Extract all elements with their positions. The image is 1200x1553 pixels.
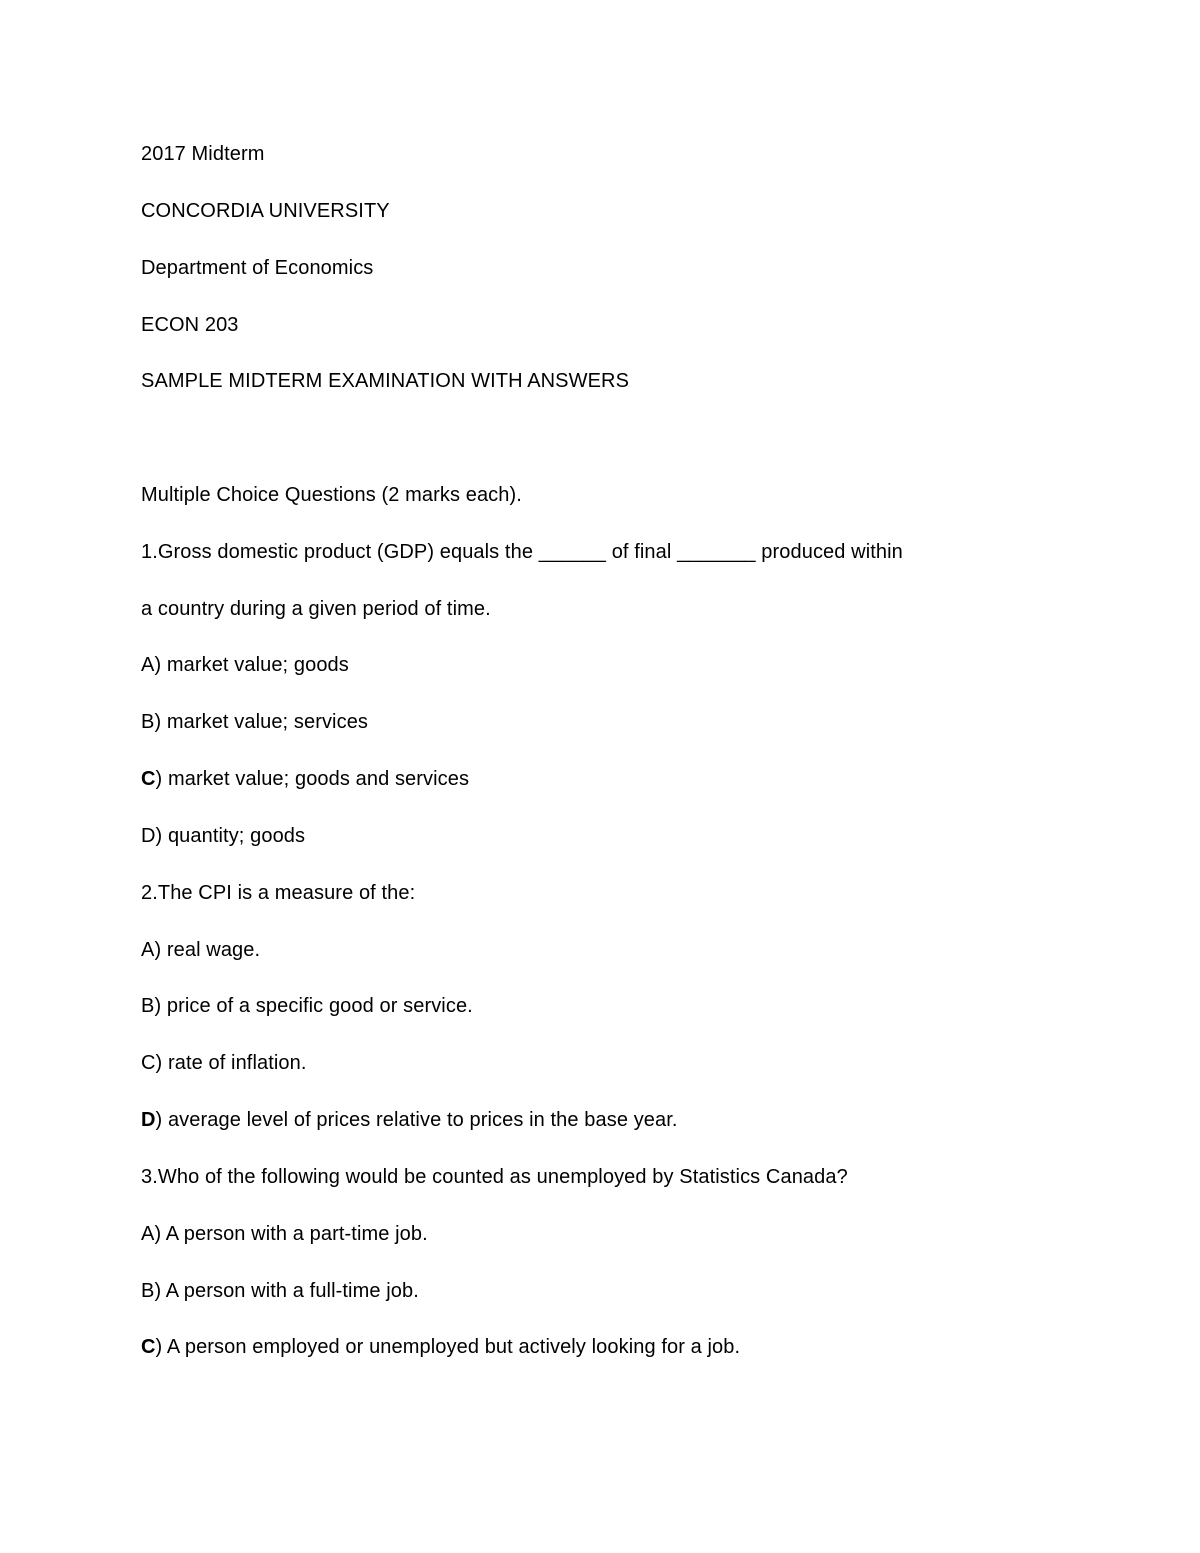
- correct-answer-letter: C: [141, 768, 156, 790]
- option-letter: C: [141, 1052, 156, 1074]
- option-text: ) market value; goods: [154, 654, 349, 676]
- question-1-option-b: [141, 710, 368, 734]
- option-text: ) market value; goods and services: [155, 768, 470, 790]
- option-text: ) real wage.: [154, 939, 261, 961]
- question-1-option-c: [141, 767, 469, 791]
- question-3-option-b: [141, 1279, 419, 1303]
- option-letter: B: [141, 995, 155, 1017]
- option-text: ) price of a specific good or service.: [154, 995, 473, 1017]
- option-text: ) A person employed or unemployed but actively looking for a job.: [155, 1336, 741, 1358]
- question-2-option-d: [141, 1108, 678, 1132]
- question-3-option-c: [141, 1335, 740, 1359]
- question-3-option-a: [141, 1222, 428, 1246]
- option-text: ) rate of inflation.: [155, 1052, 307, 1074]
- question-1-stem-line-2: a country during a given period of time.: [141, 598, 491, 620]
- option-text: ) A person with a full-time job.: [154, 1280, 419, 1302]
- option-text: ) market value; services: [154, 711, 369, 733]
- department-name: Department of Economics: [141, 257, 374, 279]
- question-2-option-c: [141, 1051, 307, 1075]
- option-letter: A: [141, 1223, 155, 1245]
- question-2-stem: 2.The CPI is a measure of the:: [141, 882, 416, 904]
- exam-title: SAMPLE MIDTERM EXAMINATION WITH ANSWERS: [141, 370, 630, 392]
- question-1-option-a: [141, 653, 349, 677]
- option-text: ) average level of prices relative to prices in the base year.: [155, 1109, 678, 1131]
- university-name: CONCORDIA UNIVERSITY: [141, 200, 390, 222]
- correct-answer-letter: D: [141, 1109, 156, 1131]
- option-letter: A: [141, 654, 155, 676]
- option-letter: B: [141, 1280, 155, 1302]
- option-letter: B: [141, 711, 155, 733]
- section-heading: Multiple Choice Questions (2 marks each).: [141, 484, 522, 506]
- question-2-option-b: [141, 994, 473, 1018]
- correct-answer-letter: C: [141, 1336, 156, 1358]
- question-1-stem-line-1: 1.Gross domestic product (GDP) equals the ______ of final _______ produced within: [141, 541, 903, 563]
- option-text: ) quantity; goods: [155, 825, 306, 847]
- question-3-stem: 3.Who of the following would be counted as unemployed by Statistics Canada?: [141, 1166, 848, 1188]
- option-text: ) A person with a part-time job.: [154, 1223, 428, 1245]
- course-code: ECON 203: [141, 314, 239, 336]
- question-1-option-d: [141, 824, 305, 848]
- exam-year-title: 2017 Midterm: [141, 143, 265, 165]
- option-letter: D: [141, 825, 156, 847]
- question-2-option-a: [141, 938, 260, 962]
- option-letter: A: [141, 939, 155, 961]
